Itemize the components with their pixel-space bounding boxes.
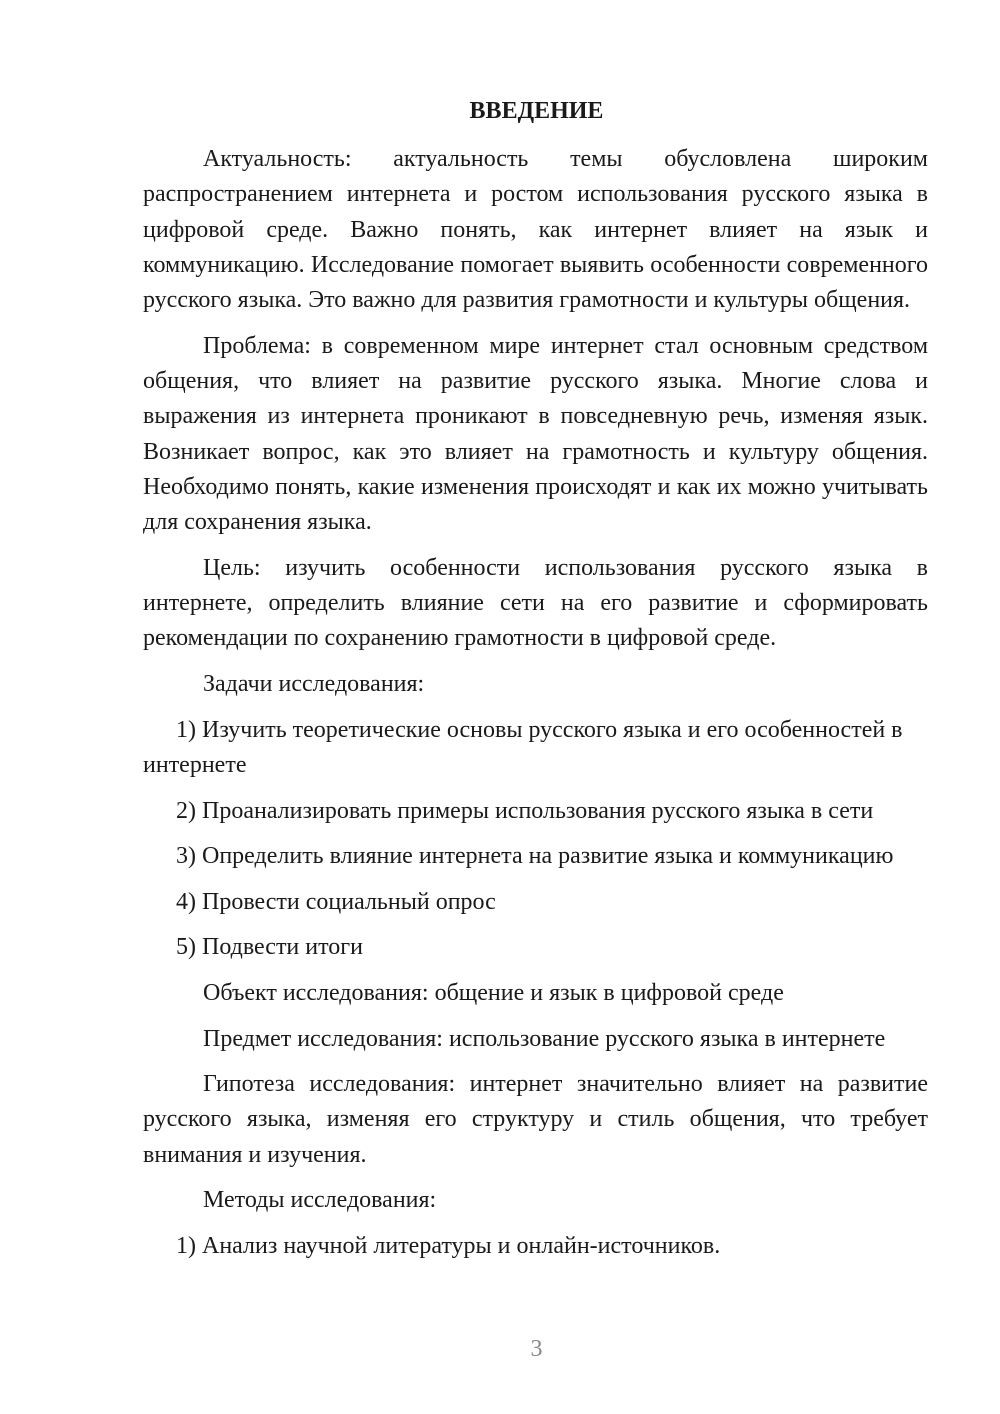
goal-paragraph: Цель: изучить особенности использования русского языка в интернете, определить влияние сети на его развитие и сформировать рекомендации по сохранению грамотности в цифровой среде. xyxy=(143,554,928,652)
subject-paragraph: Предмет исследования: использование русского языка в интернете xyxy=(203,1025,886,1052)
page-number: 3 xyxy=(530,1336,543,1362)
task-item: 5) Подвести итоги xyxy=(176,934,363,961)
page-title: ВВЕДЕНИЕ xyxy=(469,98,604,124)
problem-paragraph: Проблема: в современном мире интернет стал основным средством общения, что влияет на развитие русского языка. Многие слова и выражения из интернета проникают в повседневную речь, изменяя язык. Возникает вопрос, как это влияет на грамотность и культуру общения. Необходимо понять, какие изменения происходят и как их можно учитывать для сохранения языка. xyxy=(143,332,928,536)
method-item: 1) Анализ научной литературы и онлайн-источников. xyxy=(176,1232,721,1259)
task-item: 3) Определить влияние интернета на развитие языка и коммуникацию xyxy=(176,843,894,870)
tasks-heading: Задачи исследования: xyxy=(203,671,425,698)
relevance-paragraph: Актуальность: актуальность темы обусловлена широким распространением интернета и ростом использования русского языка в цифровой среде. Важно понять, как интернет влияет на язык и коммуникацию. Исследование помогает выявить особенности современного русского языка. Это важно для развития грамотности и культуры общения. xyxy=(143,146,928,314)
methods-heading: Методы исследования: xyxy=(203,1187,437,1214)
task-item: 2) Проанализировать примеры использования русского языка в сети xyxy=(176,797,874,824)
document-body xyxy=(143,142,928,1274)
object-paragraph: Объект исследования: общение и язык в цифровой среде xyxy=(203,979,784,1006)
hypothesis-paragraph: Гипотеза исследования: интернет значительно влияет на развитие русского языка, изменяя его структуру и стиль общения, что требует внимания и изучения. xyxy=(143,1071,928,1168)
task-item: 4) Провести социальный опрос xyxy=(176,888,496,915)
task-item: 1) Изучить теоретические основы русского языка и его особенностей в интернете xyxy=(143,716,903,778)
